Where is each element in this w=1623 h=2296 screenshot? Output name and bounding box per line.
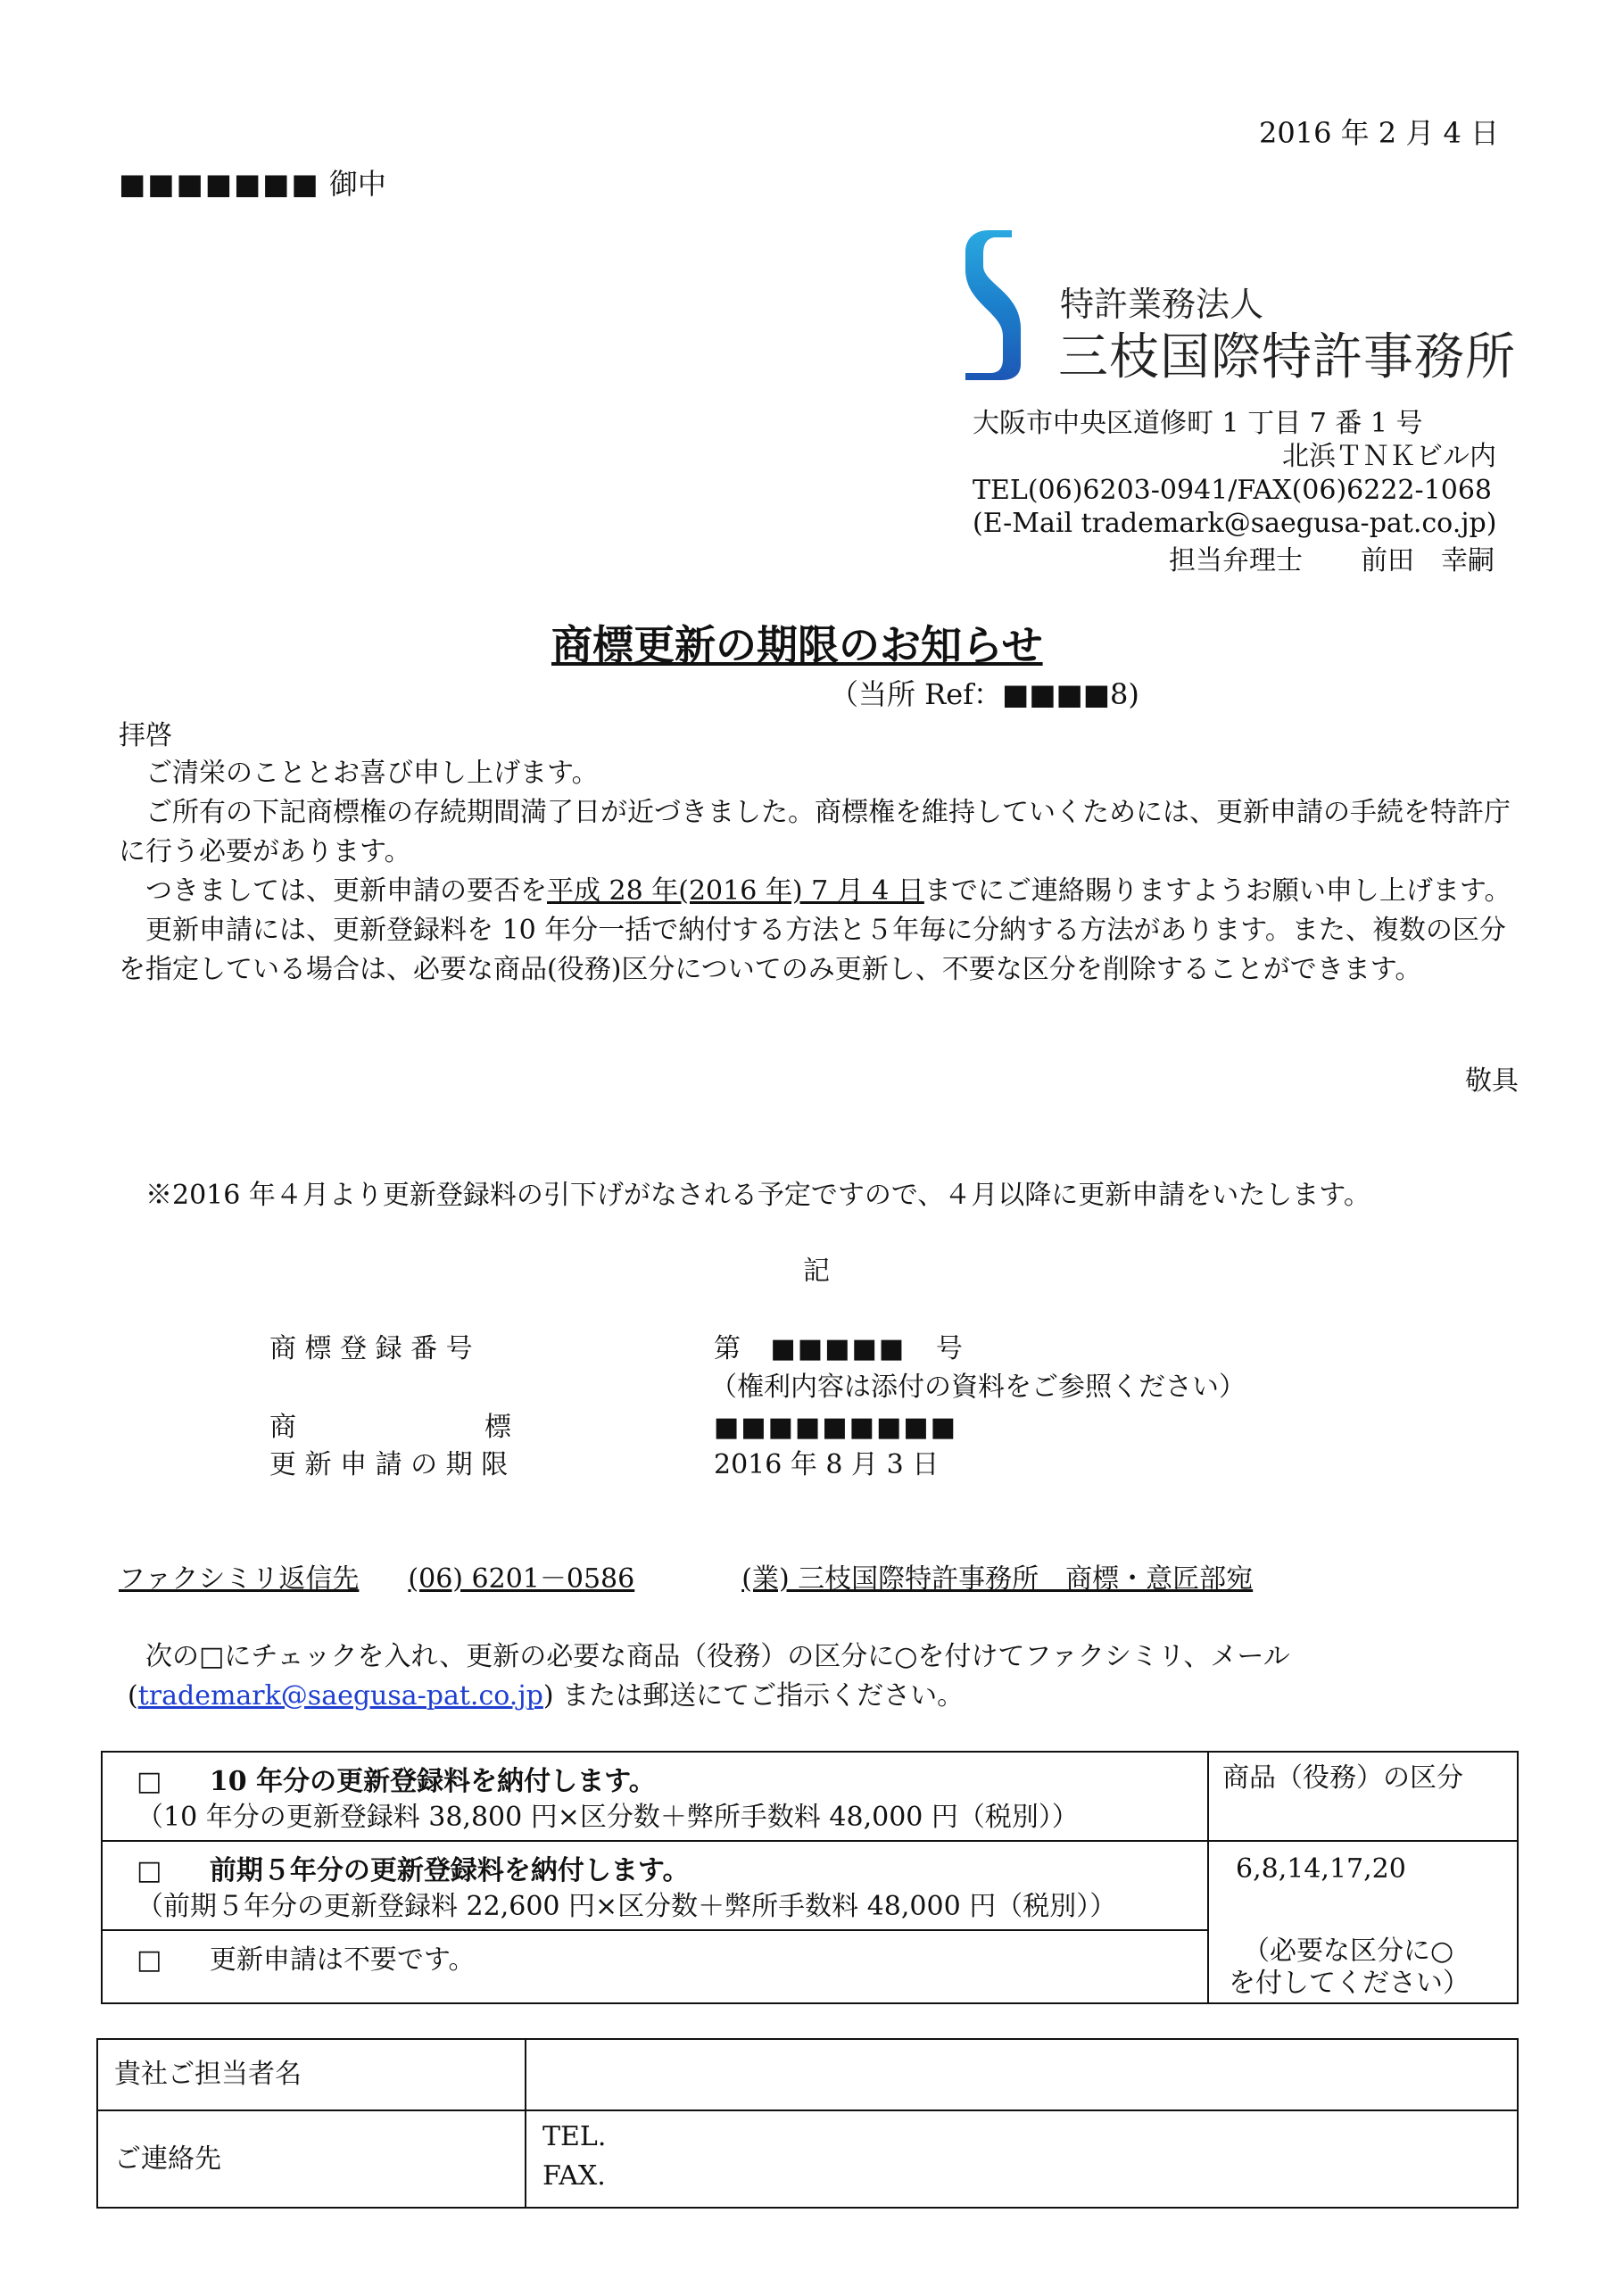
table-divider: [1207, 1840, 1517, 1842]
opening-salutation: 拝啓: [119, 720, 172, 751]
trademark-label-2: 標: [484, 1412, 511, 1443]
registration-number-label: 商 標 登 録 番 号: [269, 1333, 473, 1364]
reg-no-value: ■■■■■: [770, 1333, 907, 1364]
checkbox-5yr[interactable]: □: [137, 1855, 162, 1886]
instructions-rest: ) または郵送にてご指示ください。: [542, 1680, 965, 1712]
checkbox-no-renewal[interactable]: □: [137, 1944, 162, 1976]
person-in-charge-label: 貴社ご担当者名: [114, 2059, 302, 2090]
renewal-deadline-value: 2016 年 8 月 3 日: [714, 1449, 940, 1480]
reg-no-suffix: 号: [935, 1333, 963, 1364]
fax-reply-line: [119, 1563, 1254, 1595]
table-divider: [98, 2110, 1517, 2111]
option-10yr-label: 10 年分の更新登録料を納付します。: [209, 1766, 656, 1797]
registration-note: （権利内容は添付の資料をご参照ください）: [710, 1372, 1246, 1403]
sender-address-line1: 大阪市中央区道修町 1 丁目 7 番 1 号: [973, 408, 1423, 439]
instructions-open-paren: (: [128, 1680, 138, 1712]
notice-title: 商標更新の期限のお知らせ: [551, 621, 1043, 669]
reference-number: （当所 Ref：■■■■8): [830, 677, 1139, 711]
fax-destination: (業) 三枝国際特許事務所 商標・意匠部宛: [741, 1563, 1254, 1595]
option-no-renewal[interactable]: [137, 1944, 476, 1976]
contact-label: ご連絡先: [114, 2143, 221, 2175]
reg-no-prefix: 第: [714, 1333, 741, 1364]
deadline-intro: つきましては、更新申請の要否を: [145, 875, 547, 907]
trademark-label-1: 商: [269, 1412, 296, 1443]
classes-header: 商品（役務）の区分: [1222, 1762, 1463, 1794]
trademark-value: ■■■■■■■■■: [714, 1412, 958, 1443]
paragraph-payment-options: 更新申請には、更新登録料を 10 年分一括で納付する方法と５年毎に分納する方法があります。また、複数の区分を指定している場合は、必要な商品(役務)区分についてのみ更新し、不要な区分を削除することができます。: [119, 915, 1506, 985]
option-5yr[interactable]: [137, 1855, 690, 1886]
table-divider: [103, 1929, 1207, 1931]
sender-address-line2: 北浜ＴＮＫビル内: [1282, 441, 1496, 472]
table-divider: [525, 2040, 526, 2207]
paragraph-expiry: ご所有の下記商標権の存続期間満了日が近づきました。商標権を維持していくためには、更新申請の手続を特許庁に行う必要があります。: [119, 797, 1511, 867]
classes-note-line1: （必要な区分に○: [1243, 1935, 1454, 1967]
classes-values[interactable]: 6,8,14,17,20: [1236, 1853, 1406, 1885]
paragraph-greeting: ご清栄のこととお喜び申し上げます。: [145, 758, 599, 789]
instructions-email-link[interactable]: trademark@saegusa-pat.co.jp: [137, 1680, 543, 1712]
checkbox-10yr[interactable]: □: [137, 1766, 162, 1797]
person-in-charge-field[interactable]: [528, 2042, 1515, 2108]
addressee-honorific: 御中: [328, 167, 386, 201]
renewal-options-table: [101, 1751, 1519, 2004]
paragraph-deadline: [119, 872, 1519, 911]
addressee: [119, 167, 386, 201]
option-10yr-detail: （10 年分の更新登録料 38,800 円×区分数＋弊所手数料 48,000 円（税別））: [137, 1802, 1079, 1833]
classes-note-line2: を付してください）: [1229, 1968, 1470, 1999]
reply-deadline: 平成 28 年(2016 年) 7 月 4 日: [547, 875, 924, 907]
firm-type: 特許業務法人: [1060, 285, 1264, 324]
instructions-line1: 次の□にチェックを入れ、更新の必要な商品（役務）の区分に○を付けてファクシミリ、メール: [145, 1641, 1290, 1672]
contact-fax-field[interactable]: FAX.: [542, 2160, 606, 2192]
fee-reduction-note: ※2016 年４月より更新登録料の引下げがなされる予定ですので、４月以降に更新申請をいたします。: [145, 1180, 1370, 1211]
fax-label: ファクシミリ返信先: [119, 1563, 360, 1595]
renewal-deadline-label: 更 新 申 請 の 期 限: [269, 1449, 509, 1480]
table-divider: [1207, 1753, 1209, 2002]
instructions-line2: [128, 1680, 965, 1712]
record-heading: 記: [803, 1256, 830, 1287]
letter-body: [119, 754, 1519, 990]
option-10yr[interactable]: [137, 1766, 656, 1797]
contact-tel-field[interactable]: TEL.: [542, 2121, 607, 2152]
option-5yr-detail: （前期５年分の更新登録料 22,600 円×区分数＋弊所手数料 48,000 円（税別））: [137, 1891, 1117, 1922]
firm-logo-icon: [965, 230, 1021, 380]
table-divider: [103, 1840, 1207, 1842]
letter-date: 2016 年 2 月 4 日: [1259, 116, 1500, 150]
option-5yr-label: 前期５年分の更新登録料を納付します。: [209, 1855, 690, 1886]
sender-email: (E-Mail trademark@saegusa-pat.co.jp): [973, 508, 1497, 539]
contact-info-table: [96, 2038, 1519, 2209]
attorney-name: 前田 幸嗣: [1361, 545, 1495, 576]
fax-number: (06) 6201－0586: [408, 1563, 635, 1595]
registration-number: [714, 1333, 963, 1364]
addressee-redacted: ■■■■■■■: [119, 167, 320, 201]
option-no-renewal-label: 更新申請は不要です。: [209, 1944, 476, 1976]
deadline-request: までにご連絡賜りますようお願い申し上げます。: [923, 875, 1511, 907]
closing-salutation: 敬具: [1465, 1065, 1519, 1097]
sender-tel-fax: TEL(06)6203-0941/FAX(06)6222-1068: [973, 475, 1492, 506]
attorney-label: 担当弁理士: [1169, 545, 1303, 576]
firm-name: 三枝国際特許事務所: [1058, 328, 1516, 386]
